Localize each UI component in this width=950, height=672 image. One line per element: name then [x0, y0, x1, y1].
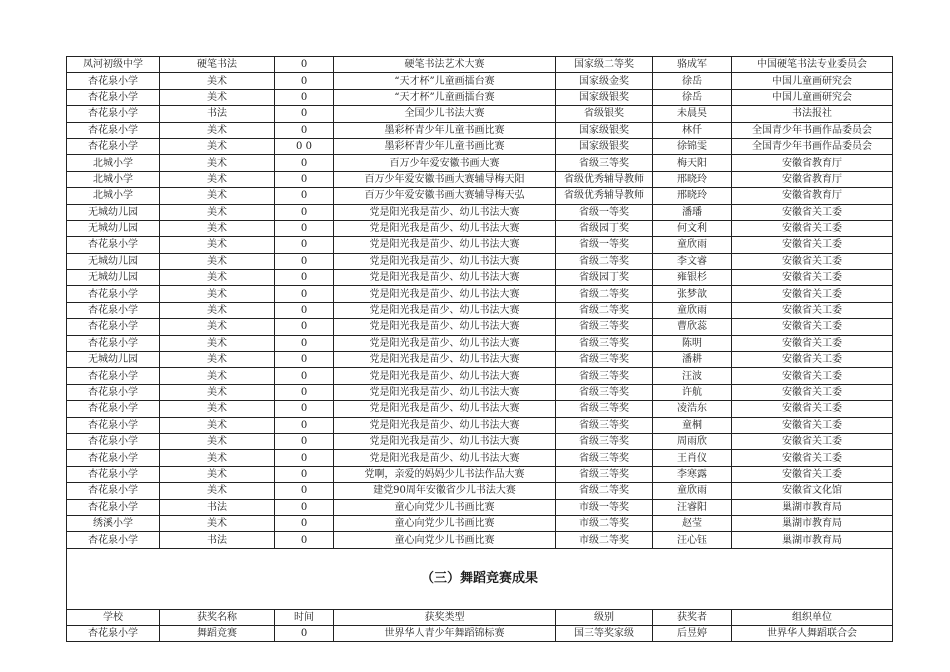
table-cell: 李文睿 [653, 253, 732, 269]
table-cell: 省级三等奖 [556, 401, 653, 417]
table-cell: 凤河初级中学 [67, 57, 160, 73]
table-cell: 美术 [160, 515, 275, 531]
table-row [67, 89, 893, 105]
table-cell: 徐锦雯 [653, 138, 732, 154]
table-cell: 汪心钰 [653, 532, 732, 548]
table-cell: 安徽省关工委 [732, 253, 893, 269]
table-cell: 杏花泉小学 [67, 417, 160, 433]
table-row [67, 319, 893, 335]
table-cell: 巢湖市教育局 [732, 532, 893, 548]
table-cell: 美术 [160, 319, 275, 335]
table-row [67, 499, 893, 515]
table-row [67, 401, 893, 417]
table-cell: 世界华人青少年舞蹈锦标赛 [334, 625, 556, 641]
table-row [67, 270, 893, 286]
table-cell: 党是阳光我是苗少、幼儿书法大赛 [334, 433, 556, 449]
table-cell: 党是阳光我是苗少、幼儿书法大赛 [334, 352, 556, 368]
table-cell: 省级园丁奖 [556, 270, 653, 286]
table-cell: 美术 [160, 450, 275, 466]
table-cell: 杏花泉小学 [67, 286, 160, 302]
dance-table-body [67, 625, 893, 641]
table-row [67, 433, 893, 449]
table-cell: 汪波 [653, 368, 732, 384]
table-cell: 杏花泉小学 [67, 483, 160, 499]
table-cell: 省级一等奖 [556, 237, 653, 253]
table-cell: 省级三等奖 [556, 450, 653, 466]
table-row [67, 220, 893, 236]
table-cell: 国家级金奖 [556, 73, 653, 89]
table-cell: 世界华人舞蹈联合会 [732, 625, 893, 641]
table-cell: 童桐 [653, 417, 732, 433]
table-cell: 党是阳光我是苗少、幼儿书法大赛 [334, 286, 556, 302]
table-cell: 梅天阳 [653, 155, 732, 171]
table-row [67, 515, 893, 531]
table-cell: 中国硬笔书法专业委员会 [732, 57, 893, 73]
table-cell: 省级园丁奖 [556, 220, 653, 236]
table-row [67, 57, 893, 73]
table-row [67, 204, 893, 220]
table-cell: 硬笔书法 [160, 57, 275, 73]
table-cell: 市级二等奖 [556, 532, 653, 548]
table-cell: 0 [275, 237, 334, 253]
table-cell: 市级二等奖 [556, 515, 653, 531]
table-cell: 0 [275, 499, 334, 515]
table-cell: 徐岳 [653, 73, 732, 89]
table-cell: 杏花泉小学 [67, 466, 160, 482]
table-cell: 百万少年爱安徽书画大赛辅导梅天阳 [334, 171, 556, 187]
table-cell: 杏花泉小学 [67, 122, 160, 138]
table-cell: 童欣雨 [653, 302, 732, 318]
table-cell: 北城小学 [67, 188, 160, 204]
table-cell: 书法 [160, 106, 275, 122]
table-row [67, 122, 893, 138]
table-cell: 党是阳光我是苗少、幼儿书法大赛 [334, 450, 556, 466]
table-cell: 党是阳光我是苗少、幼儿书法大赛 [334, 417, 556, 433]
table-cell: 安徽省关工委 [732, 352, 893, 368]
header-cell: 时间 [275, 609, 334, 625]
table-cell: 美术 [160, 433, 275, 449]
table-cell: 0 [275, 286, 334, 302]
table-cell: 省级三等奖 [556, 368, 653, 384]
table-cell: 党是阳光我是苗少、幼儿书法大赛 [334, 368, 556, 384]
table-cell: 国家级银奖 [556, 89, 653, 105]
table-cell: 安徽省关工委 [732, 368, 893, 384]
table-cell: 百万少年爱安徽书画大赛辅导梅天弘 [334, 188, 556, 204]
table-cell: 0 [275, 433, 334, 449]
table-cell: 美术 [160, 237, 275, 253]
table-cell: 0 [275, 417, 334, 433]
table-cell: 0 [275, 625, 334, 641]
table-cell: 0 [275, 204, 334, 220]
award-sheet [66, 56, 892, 642]
table-cell: 美术 [160, 384, 275, 400]
table-row [67, 106, 893, 122]
table-cell: 美术 [160, 368, 275, 384]
table-cell: 美术 [160, 417, 275, 433]
table-cell: 许航 [653, 384, 732, 400]
table-cell: 绣溪小学 [67, 515, 160, 531]
table-cell: 杏花泉小学 [67, 368, 160, 384]
table-cell: 陈明 [653, 335, 732, 351]
awards-table [66, 56, 893, 642]
table-cell: 童心向党少儿书画比赛 [334, 532, 556, 548]
table-cell: 省级三等奖 [556, 352, 653, 368]
table-cell: 0 [275, 384, 334, 400]
section-title: （三）舞蹈竞赛成果 [67, 548, 893, 609]
table-cell: 安徽省文化馆 [732, 483, 893, 499]
table-cell: 曹欣蕊 [653, 319, 732, 335]
table-cell: 美术 [160, 253, 275, 269]
table-cell: 0 [275, 352, 334, 368]
table-cell: 墨彩杯青少年儿童书画比赛 [334, 122, 556, 138]
table-row [67, 532, 893, 548]
table-cell: “天才杯”儿童画擂台赛 [334, 73, 556, 89]
table-cell: 潘耕 [653, 352, 732, 368]
table-cell: 北城小学 [67, 155, 160, 171]
table-cell: 0 [275, 220, 334, 236]
table-cell: 省级三等奖 [556, 335, 653, 351]
table-row [67, 237, 893, 253]
table-cell: 安徽省关工委 [732, 450, 893, 466]
table-cell: 杏花泉小学 [67, 319, 160, 335]
table-cell: 0 [275, 270, 334, 286]
table-cell: 赵莹 [653, 515, 732, 531]
table-row [67, 188, 893, 204]
table-cell: 杏花泉小学 [67, 384, 160, 400]
table-row [67, 253, 893, 269]
table-cell: 全国青少年书画作品委员会 [732, 138, 893, 154]
table-cell: 0 [275, 122, 334, 138]
table-cell: 安徽省教育厅 [732, 188, 893, 204]
table-cell: 0 0 [275, 138, 334, 154]
table-cell: 党是阳光我是苗少、幼儿书法大赛 [334, 401, 556, 417]
table-cell: 0 [275, 106, 334, 122]
table-cell: 后昱婷 [653, 625, 732, 641]
table-cell: 0 [275, 89, 334, 105]
table-cell: 省级优秀辅导教师 [556, 188, 653, 204]
table-cell: 美术 [160, 204, 275, 220]
table-row [67, 483, 893, 499]
table-row [67, 368, 893, 384]
table-cell: 0 [275, 515, 334, 531]
table-cell: 书法报社 [732, 106, 893, 122]
table-cell: 全国青少年书画作品委员会 [732, 122, 893, 138]
table-cell: 党是阳光我是苗少、幼儿书法大赛 [334, 302, 556, 318]
table-cell: 杏花泉小学 [67, 89, 160, 105]
header-cell: 获奖类型 [334, 609, 556, 625]
table-cell: 省级三等奖 [556, 384, 653, 400]
table-cell: 凌浩东 [653, 401, 732, 417]
table-cell: 安徽省教育厅 [732, 171, 893, 187]
table-cell: 国三等奖家级 [556, 625, 653, 641]
table-cell: 党是阳光我是苗少、幼儿书法大赛 [334, 204, 556, 220]
table-cell: 未晨昊 [653, 106, 732, 122]
table-cell: 党是阳光我是苗少、幼儿书法大赛 [334, 270, 556, 286]
table-cell: 中国儿童画研究会 [732, 73, 893, 89]
table-cell: 0 [275, 253, 334, 269]
table-cell: 国家级二等奖 [556, 57, 653, 73]
table-cell: 美术 [160, 401, 275, 417]
table-cell: 安徽省关工委 [732, 384, 893, 400]
table-cell: 0 [275, 466, 334, 482]
table-cell: 无城幼儿园 [67, 253, 160, 269]
table-cell: 童欣雨 [653, 483, 732, 499]
table-cell: 杏花泉小学 [67, 106, 160, 122]
table-cell: 0 [275, 335, 334, 351]
table-cell: 国家级银奖 [556, 138, 653, 154]
table-cell: 美术 [160, 89, 275, 105]
table-cell: 0 [275, 57, 334, 73]
table-cell: 美术 [160, 188, 275, 204]
table-row [67, 466, 893, 482]
table-cell: 美术 [160, 220, 275, 236]
table-cell: 杏花泉小学 [67, 401, 160, 417]
table-cell: 省级银奖 [556, 106, 653, 122]
header-cell: 组织单位 [732, 609, 893, 625]
table-cell: 安徽省关工委 [732, 302, 893, 318]
table-cell: 0 [275, 368, 334, 384]
table-cell: 何文利 [653, 220, 732, 236]
table-cell: 张梦歆 [653, 286, 732, 302]
table-cell: 舞蹈竞赛 [160, 625, 275, 641]
table-cell: 杏花泉小学 [67, 499, 160, 515]
table-cell: 无城幼儿园 [67, 352, 160, 368]
table-cell: 邢晓玲 [653, 188, 732, 204]
table-cell: 童心向党少儿书画比赛 [334, 499, 556, 515]
table-cell: 省级二等奖 [556, 286, 653, 302]
table-cell: 安徽省关工委 [732, 466, 893, 482]
table-cell: 书法 [160, 532, 275, 548]
table-cell: 安徽省关工委 [732, 401, 893, 417]
table-cell: 0 [275, 171, 334, 187]
table-row [67, 417, 893, 433]
header-row [67, 609, 893, 625]
table-cell: 童心向党少儿书画比赛 [334, 515, 556, 531]
table-cell: 建党90周年安徽省少儿书法大赛 [334, 483, 556, 499]
table-cell: 杏花泉小学 [67, 302, 160, 318]
table-cell: 0 [275, 302, 334, 318]
table-cell: 安徽省关工委 [732, 417, 893, 433]
table-cell: 省级一等奖 [556, 204, 653, 220]
table-cell: 安徽省关工委 [732, 319, 893, 335]
table-cell: 王肖仪 [653, 450, 732, 466]
table-cell: 无城幼儿园 [67, 220, 160, 236]
table-cell: 安徽省关工委 [732, 237, 893, 253]
table-cell: “天才杯”儿童画擂台赛 [334, 89, 556, 105]
table-row [67, 450, 893, 466]
table-cell: 安徽省关工委 [732, 286, 893, 302]
awards-table-body [67, 57, 893, 549]
table-cell: 杏花泉小学 [67, 450, 160, 466]
table-cell: 巢湖市教育局 [732, 499, 893, 515]
table-cell: 0 [275, 532, 334, 548]
table-cell: 国家级银奖 [556, 122, 653, 138]
header-cell: 级别 [556, 609, 653, 625]
table-cell: 徐岳 [653, 89, 732, 105]
table-cell: 美术 [160, 302, 275, 318]
table-cell: 省级二等奖 [556, 253, 653, 269]
table-cell: 美术 [160, 352, 275, 368]
table-row [67, 286, 893, 302]
table-cell: 安徽省关工委 [732, 433, 893, 449]
table-cell: 党是阳光我是苗少、幼儿书法大赛 [334, 253, 556, 269]
table-row [67, 171, 893, 187]
table-cell: 省级二等奖 [556, 302, 653, 318]
table-row [67, 625, 893, 641]
header-cell: 学校 [67, 609, 160, 625]
table-cell: 李寒露 [653, 466, 732, 482]
table-cell: 0 [275, 155, 334, 171]
table-cell: 省级三等奖 [556, 155, 653, 171]
table-cell: 墨彩杯青少年儿童书画比赛 [334, 138, 556, 154]
table-cell: 安徽省教育厅 [732, 155, 893, 171]
table-cell: 雍银杉 [653, 270, 732, 286]
table-cell: 美术 [160, 466, 275, 482]
table-cell: 硬笔书法艺术大赛 [334, 57, 556, 73]
table-cell: 童欣雨 [653, 237, 732, 253]
table-cell: 无城幼儿园 [67, 204, 160, 220]
table-cell: 省级三等奖 [556, 433, 653, 449]
table-cell: 安徽省关工委 [732, 204, 893, 220]
table-cell: 美术 [160, 483, 275, 499]
table-cell: 省级优秀辅导教师 [556, 171, 653, 187]
table-cell: 无城幼儿园 [67, 270, 160, 286]
table-cell: 美术 [160, 270, 275, 286]
table-cell: 0 [275, 73, 334, 89]
table-cell: 省级二等奖 [556, 483, 653, 499]
table-cell: 周雨欣 [653, 433, 732, 449]
table-cell: 安徽省关工委 [732, 270, 893, 286]
header-cell: 获奖者 [653, 609, 732, 625]
table-cell: 0 [275, 319, 334, 335]
table-cell: 美术 [160, 73, 275, 89]
table-cell: 杏花泉小学 [67, 625, 160, 641]
table-row [67, 384, 893, 400]
table-cell: 0 [275, 401, 334, 417]
table-cell: 杏花泉小学 [67, 73, 160, 89]
table-cell: 党是阳光我是苗少、幼儿书法大赛 [334, 335, 556, 351]
table-cell: 0 [275, 483, 334, 499]
table-cell: 杏花泉小学 [67, 335, 160, 351]
table-cell: 省级三等奖 [556, 319, 653, 335]
table-cell: 百万少年爱安徽书画大赛 [334, 155, 556, 171]
table-cell: 美术 [160, 155, 275, 171]
table-cell: 党是阳光我是苗少、幼儿书法大赛 [334, 237, 556, 253]
table-cell: 0 [275, 450, 334, 466]
table-row [67, 352, 893, 368]
table-row [67, 138, 893, 154]
table-cell: 党啊，亲爱的妈妈少儿书法作品大赛 [334, 466, 556, 482]
table-cell: 安徽省关工委 [732, 220, 893, 236]
table-cell: 党是阳光我是苗少、幼儿书法大赛 [334, 220, 556, 236]
table-cell: 党是阳光我是苗少、幼儿书法大赛 [334, 319, 556, 335]
table-cell: 党是阳光我是苗少、幼儿书法大赛 [334, 384, 556, 400]
table-cell: 省级三等奖 [556, 466, 653, 482]
table-cell: 省级三等奖 [556, 417, 653, 433]
table-cell: 杏花泉小学 [67, 532, 160, 548]
table-cell: 全国少儿书法大赛 [334, 106, 556, 122]
table-cell: 杏花泉小学 [67, 433, 160, 449]
table-cell: 美术 [160, 138, 275, 154]
table-cell: 美术 [160, 335, 275, 351]
section-row [67, 548, 893, 609]
table-cell: 美术 [160, 171, 275, 187]
header-cell: 获奖名称 [160, 609, 275, 625]
table-row [67, 335, 893, 351]
table-cell: 市级一等奖 [556, 499, 653, 515]
table-row [67, 73, 893, 89]
table-row [67, 155, 893, 171]
table-cell: 林仟 [653, 122, 732, 138]
table-cell: 杏花泉小学 [67, 138, 160, 154]
table-cell: 巢湖市教育局 [732, 515, 893, 531]
table-cell: 美术 [160, 286, 275, 302]
table-cell: 北城小学 [67, 171, 160, 187]
table-cell: 潘璠 [653, 204, 732, 220]
table-cell: 0 [275, 188, 334, 204]
table-cell: 书法 [160, 499, 275, 515]
table-cell: 邢晓玲 [653, 171, 732, 187]
table-cell: 安徽省关工委 [732, 335, 893, 351]
table-row [67, 302, 893, 318]
table-cell: 汪睿阳 [653, 499, 732, 515]
table-cell: 骆成军 [653, 57, 732, 73]
table-cell: 杏花泉小学 [67, 237, 160, 253]
table-cell: 美术 [160, 122, 275, 138]
table-cell: 中国儿童画研究会 [732, 89, 893, 105]
